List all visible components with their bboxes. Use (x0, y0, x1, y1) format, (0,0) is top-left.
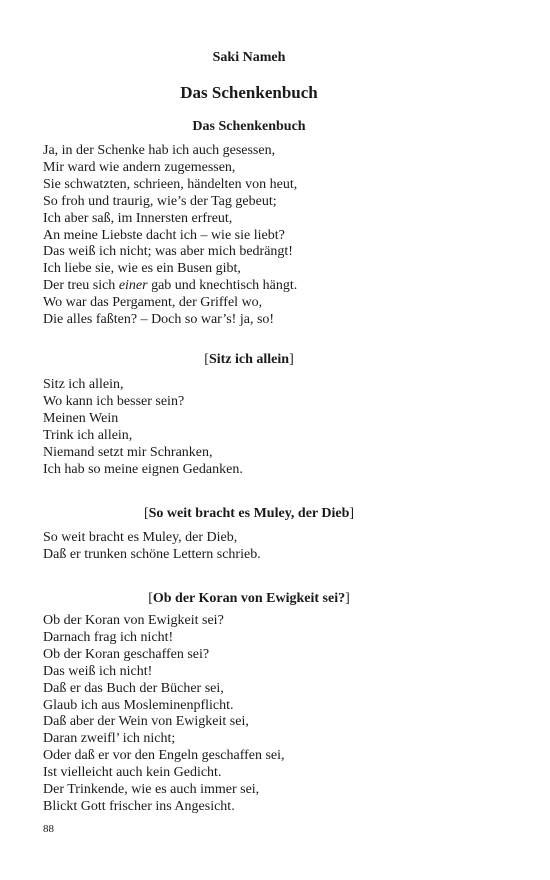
verse-line: Das weiß ich nicht; was aber mich bedrängt! (43, 244, 293, 260)
verse-line: Trink ich allein, (43, 427, 133, 443)
verse-line: So weit bracht es Muley, der Dieb, (43, 530, 238, 545)
poem-title: Das Schenkenbuch (192, 119, 306, 134)
poem-title: [Ob der Koran von Ewigkeit sei?] (148, 591, 350, 606)
verse-line: Der treu sich einer gab und knechtisch hängt. (43, 278, 298, 294)
verse-line: Daran zweifl’ ich nicht; (43, 731, 176, 747)
verse-line: An meine Liebste dacht ich – wie sie liebt? (43, 227, 285, 243)
verse-line: Die alles faßten? – Doch so war’s! ja, so! (43, 312, 275, 328)
verse-line: Daß er trunken schöne Lettern schrieb. (43, 546, 261, 562)
running-head: Saki Nameh (212, 50, 286, 65)
page-number: 88 (43, 823, 54, 835)
verse-line: Blickt Gott frischer ins Angesicht. (43, 798, 235, 814)
verse-line: Das weiß ich nicht! (43, 663, 153, 679)
verse-line: Daß er das Buch der Bücher sei, (43, 680, 224, 696)
verse-line: Ob der Koran von Ewigkeit sei? (43, 613, 224, 628)
verse-line: Mir ward wie andern zugemessen, (43, 159, 236, 175)
verse-line: Der Trinkende, wie es auch immer sei, (43, 782, 260, 798)
verse-line: Oder daß er vor den Engeln geschaffen sei, (43, 748, 285, 764)
poem-title: [So weit bracht es Muley, der Dieb] (143, 506, 355, 521)
poem-verse (43, 613, 503, 816)
poem-verse (43, 377, 503, 478)
verse-line: So froh und traurig, wie’s der Tag gebeut; (43, 193, 277, 209)
verse-line: Daß aber der Wein von Ewigkeit sei, (43, 714, 249, 730)
verse-line: Wo war das Pergament, der Griffel wo, (43, 295, 263, 311)
poem-title: [Sitz ich allein] (204, 352, 294, 367)
verse-line: Ich aber saß, im Innersten erfreut, (43, 210, 233, 226)
verse-line: Sitz ich allein, (43, 377, 124, 392)
verse-line: Niemand setzt mir Schranken, (43, 444, 213, 460)
poem-verse (43, 530, 503, 564)
book-title: Das Schenkenbuch (180, 83, 318, 102)
verse-line: Ist vielleicht auch kein Gedicht. (43, 765, 222, 781)
verse-line: Ob der Koran geschaffen sei? (43, 646, 210, 662)
verse-line: Ja, in der Schenke hab ich auch gesessen, (43, 143, 276, 158)
verse-line: Glaub ich aus Mosleminenpflicht. (43, 697, 234, 713)
verse-line: Darnach frag ich nicht! (43, 629, 174, 645)
verse-line: Ich hab so meine eignen Gedanken. (43, 461, 243, 477)
verse-line: Sie schwatzten, schrieen, händelten von heut, (43, 176, 298, 192)
verse-line: Meinen Wein (43, 410, 119, 426)
poem-verse (43, 143, 503, 329)
verse-line: Wo kann ich besser sein? (43, 393, 185, 409)
verse-line: Ich liebe sie, wie es ein Busen gibt, (43, 261, 241, 277)
